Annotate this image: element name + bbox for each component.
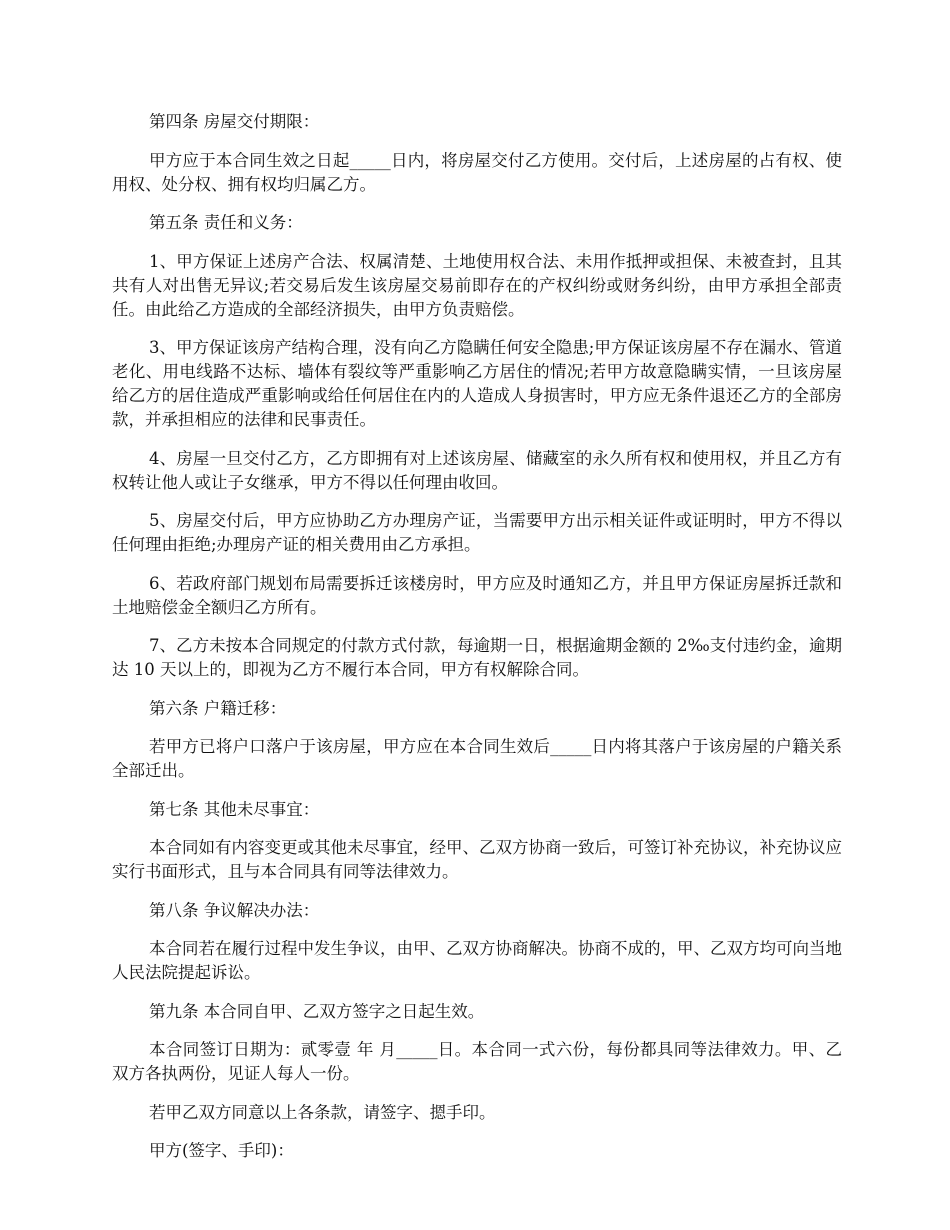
article-9-heading: 第九条 本合同自甲、乙双方签字之日起生效。	[149, 1001, 485, 1021]
article-7-text: 本合同如有内容变更或其他未尽事宜，经甲、乙双方协商一致后，可签订补充协议，补充协议应实行书面形式，且与本合同具有同等法律效力。	[112, 838, 842, 881]
article-8-heading: 第八条 争议解决办法：	[149, 900, 320, 920]
article-5-clause-3: 3、甲方保证该房产结构合理，没有向乙方隐瞒任何安全隐患;甲方保证该房屋不存在漏水、管道老化、用电线路不达标、墙体有裂纹等严重影响乙方居住的情况;若甲方故意隐瞒实情，一旦该房屋给乙方的居住造成严重影响或给任何居住在内的人造成人身损害时，甲方应无条件退还乙方的全部房款，并承担相应的法律和民事责任。	[112, 338, 842, 429]
article-6-heading: 第六条 户籍迁移：	[149, 698, 287, 718]
article-5-clause-5: 5、房屋交付后，甲方应协助乙方办理房产证，当需要甲方出示相关证件或证明时，甲方不得以任何理由拒绝;办理房产证的相关费用由乙方承担。	[112, 511, 842, 554]
article-5-clause-4: 4、房屋一旦交付乙方，乙方即拥有对上述该房屋、储藏室的永久所有权和使用权，并且乙方有权转让他人或让子女继承，甲方不得以任何理由收回。	[112, 448, 842, 492]
party-a-signature-label: 甲方(签字、手印)：	[149, 1141, 294, 1160]
article-8-text: 本合同若在履行过程中发生争议，由甲、乙双方协商解决。协商不成的，甲、乙双方均可向当地人民法院提起诉讼。	[112, 939, 842, 982]
article-4-heading: 第四条 房屋交付期限：	[149, 112, 320, 131]
article-6-text: 若甲方已将户口落户于该房屋，甲方应在本合同生效后_____日内将其落户于该房屋的户籍关系全部迁出。	[112, 737, 842, 780]
signature-instruction: 若甲乙双方同意以上各条款，请签字、摁手印。	[149, 1102, 496, 1122]
article-5-clause-6: 6、若政府部门规划布局需要拆迁该楼房时，甲方应及时通知乙方，并且甲方保证房屋拆迁款和土地赔偿金全额归乙方所有。	[112, 573, 842, 617]
article-5-heading: 第五条 责任和义务：	[149, 213, 303, 232]
article-4-text: 甲方应于本合同生效之日起_____日内，将房屋交付乙方使用。交付后，上述房屋的占有权、使用权、处分权、拥有权均归属乙方。	[112, 150, 842, 194]
article-7-heading: 第七条 其他未尽事宜：	[149, 799, 320, 819]
document-body	[112, 110, 842, 1178]
article-5-clause-7: 7、乙方未按本合同规定的付款方式付款，每逾期一日，根据逾期金额的 2‰支付违约金，逾期达 10 天以上的，即视为乙方不履行本合同，甲方有权解除合同。	[112, 636, 842, 679]
signing-date-text: 本合同签订日期为：贰零壹 年 月_____日。本合同一式六份，每份都具同等法律效力。甲、乙双方各执两份，见证人每人一份。	[112, 1040, 842, 1083]
article-5-clause-1: 1、甲方保证上述房产合法、权属清楚、土地使用权合法、未用作抵押或担保、未被查封，且其共有人对出售无异议;若交易后发生该房屋交易前即存在的产权纠纷或财务纠纷，由甲方承担全部责任。由此给乙方造成的全部经济损失，由甲方负责赔偿。	[112, 251, 842, 319]
